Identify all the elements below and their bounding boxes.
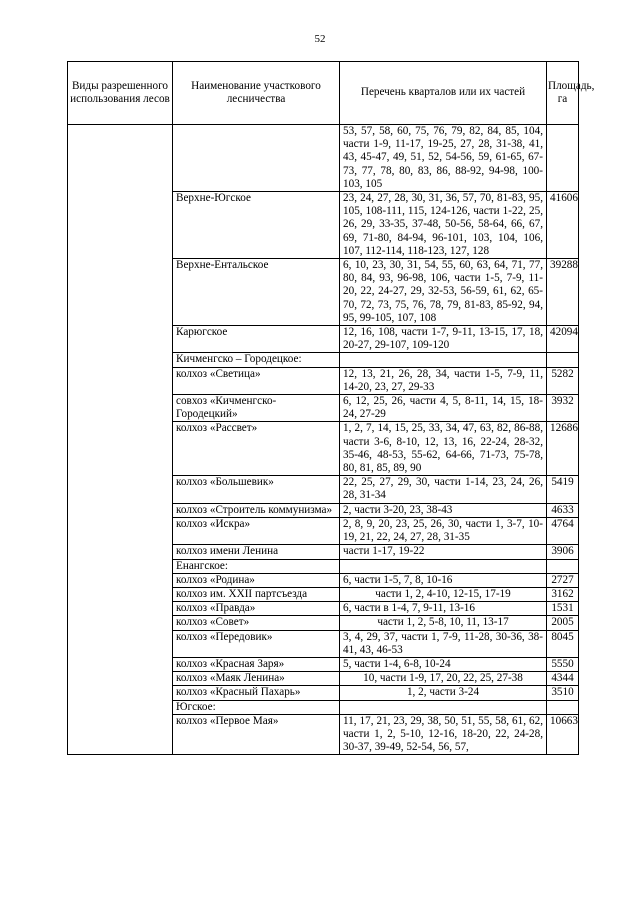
area-cell: 3510 [547,686,579,700]
quarters-cell: 1, 2, части 3-24 [340,686,547,700]
quarters-cell: 5, части 1-4, 6-8, 10-24 [340,657,547,671]
area-cell: 8045 [547,630,579,657]
use-type-cell [68,125,173,755]
quarters-cell: 22, 25, 27, 29, 30, части 1-14, 23, 24, 26, 28, 31-34 [340,476,547,503]
forestry-name-cell: колхоз «Первое Мая» [173,714,340,755]
area-cell: 2005 [547,616,579,630]
quarters-cell: 2, части 3-20, 23, 38-43 [340,503,547,517]
quarters-cell: 1, 2, 7, 14, 15, 25, 33, 34, 47, 63, 82, 86-88, части 3-6, 8-10, 12, 13, 16, 22-24, 28-32, 35-46, 48-53, 55-62, 64-66, 71-73, 75-78, 80, 81, 85, 89, 90 [340,422,547,476]
quarters-cell: 12, 16, 108, части 1-7, 9-11, 13-15, 17, 18, 20-27, 29-107, 109-120 [340,326,547,353]
quarters-cell: части 1, 2, 4-10, 12-15, 17-19 [340,587,547,601]
header-use-type: Виды разрешенного использования лесов [68,62,173,125]
area-cell: 3162 [547,587,579,601]
area-cell: 10663 [547,714,579,755]
area-cell [547,125,579,192]
page-number: 52 [314,33,326,45]
quarters-cell: 23, 24, 27, 28, 30, 31, 36, 57, 70, 81-83, 95, 105, 108-111, 115, 124-126, части 1-22, 25, 26, 29, 33-35, 37-48, 50-56, 58-64, 66, 67, 69, 71-80, 84-94, 96-101, 103, 104, 106, 107, 112-114, 118-123, 127, 128 [340,192,547,259]
forestry-name-cell: колхоз «Правда» [173,602,340,616]
forestry-name-cell: колхоз «Родина» [173,573,340,587]
forestry-name-cell: колхоз «Рассвет» [173,422,340,476]
quarters-cell [340,353,547,367]
forestry-name-cell: колхоз «Светица» [173,367,340,394]
forestry-name-cell: колхоз «Красный Пахарь» [173,686,340,700]
forestry-name-cell: Енангское: [173,559,340,573]
forestry-name-cell: колхоз «Искра» [173,517,340,544]
quarters-cell: 2, 8, 9, 20, 23, 25, 26, 30, части 1, 3-7, 10-19, 21, 22, 24, 27, 28, 31-35 [340,517,547,544]
area-cell [547,559,579,573]
quarters-cell: 6, части в 1-4, 7, 9-11, 13-16 [340,602,547,616]
area-cell [547,353,579,367]
quarters-cell: части 1-17, 19-22 [340,545,547,559]
area-cell: 1531 [547,602,579,616]
forestry-name-cell: колхоз «Передовик» [173,630,340,657]
area-cell: 4764 [547,517,579,544]
forest-quarters-table [67,61,595,755]
area-cell [547,700,579,714]
quarters-cell [340,700,547,714]
area-cell: 39288 [547,259,579,326]
forestry-name-cell: колхоз «Большевик» [173,476,340,503]
header-area: Площадь, га [547,62,579,125]
forestry-name-cell: колхоз «Строитель коммунизма» [173,503,340,517]
header-quarters: Перечень кварталов или их частей [340,62,547,125]
forestry-name-cell: колхоз «Красная Заря» [173,657,340,671]
area-cell: 4344 [547,672,579,686]
forestry-name-cell: Карюгское [173,326,340,353]
table-header-row [68,62,579,125]
area-cell: 5419 [547,476,579,503]
area-cell: 2727 [547,573,579,587]
area-cell: 12686 [547,422,579,476]
quarters-cell: 53, 57, 58, 60, 75, 76, 79, 82, 84, 85, 104, части 1-9, 11-17, 19-25, 27, 28, 31-38, 41, 43, 45-47, 49, 51, 52, 54-56, 59, 61-65, 67-73, 77, 78, 80, 83, 86, 88-92, 94-98, 100-103, 105 [340,125,547,192]
quarters-cell: 10, части 1-9, 17, 20, 22, 25, 27-38 [340,672,547,686]
area-cell: 4633 [547,503,579,517]
quarters-cell [340,559,547,573]
forestry-name-cell: колхоз «Совет» [173,616,340,630]
quarters-cell: 6, 12, 25, 26, части 4, 5, 8-11, 14, 15, 18-24, 27-29 [340,395,547,422]
quarters-cell: 12, 13, 21, 26, 28, 34, части 1-5, 7-9, 11, 14-20, 23, 27, 29-33 [340,367,547,394]
forestry-name-cell: Верхне-Югское [173,192,340,259]
forestry-name-cell [173,125,340,192]
header-forestry-name: Наименование участкового лесничества [173,62,340,125]
area-cell: 5282 [547,367,579,394]
area-cell: 5550 [547,657,579,671]
table-row [68,125,579,192]
quarters-cell: 11, 17, 21, 23, 29, 38, 50, 51, 55, 58, 61, 62, части 1, 2, 5-10, 12-16, 18-20, 22, 24-28, 30-37, 39-49, 52-54, 56, 57, [340,714,547,755]
forestry-name-cell: колхоз «Маяк Ленина» [173,672,340,686]
quarters-cell: 6, 10, 23, 30, 31, 54, 55, 60, 63, 64, 71, 77, 80, 84, 93, 96-98, 106, части 1-5, 7-9, 11-20, 22, 24-27, 29, 32-53, 56-59, 61, 62, 65-70, 72, 73, 75, 76, 78, 79, 81-83, 85-92, 94, 95, 99-105, 107, 108 [340,259,547,326]
area-cell: 3932 [547,395,579,422]
forestry-name-cell: колхоз имени Ленина [173,545,340,559]
forestry-name-cell: Кичменгско – Городецкое: [173,353,340,367]
forestry-name-cell: колхоз им. XXII партсъезда [173,587,340,601]
forestry-name-cell: Верхне-Ентальское [173,259,340,326]
forestry-name-cell: Югское: [173,700,340,714]
forestry-name-cell: совхоз «Кичменгско-Городецкий» [173,395,340,422]
area-cell: 41606 [547,192,579,259]
area-cell: 3906 [547,545,579,559]
table-body [68,125,579,755]
quarters-cell: части 1, 2, 5-8, 10, 11, 13-17 [340,616,547,630]
quarters-cell: 3, 4, 29, 37, части 1, 7-9, 11-28, 30-36, 38-41, 43, 46-53 [340,630,547,657]
area-cell: 42094 [547,326,579,353]
quarters-cell: 6, части 1-5, 7, 8, 10-16 [340,573,547,587]
